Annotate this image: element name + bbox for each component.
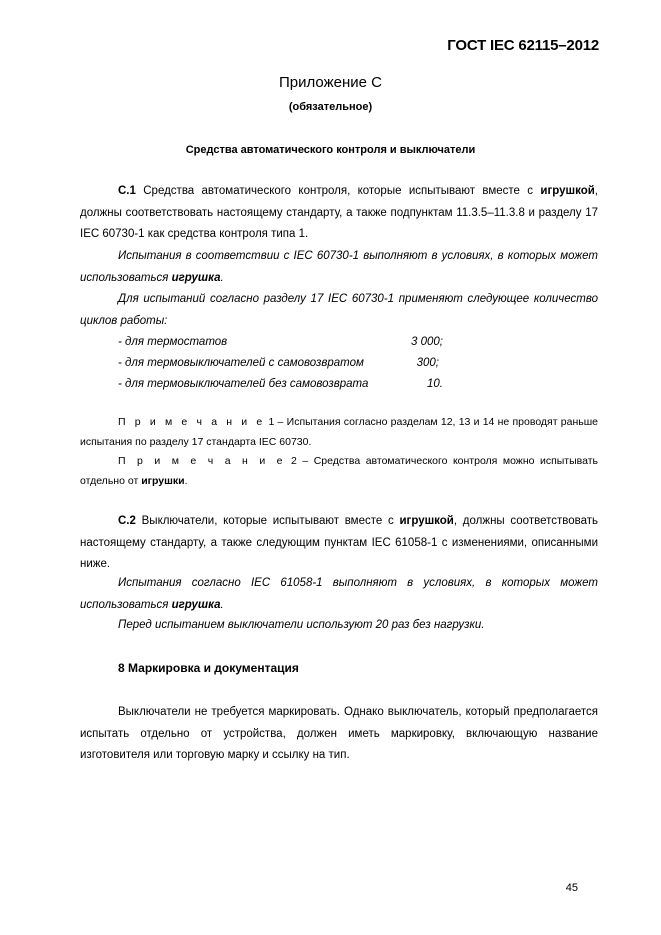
clause-number: С.1 [118,185,136,197]
defined-term: игрушка [171,271,221,284]
clause-c2-preconditioning: Перед испытанием выключатели используют 20 раз без нагрузки. [118,619,485,631]
clause-c1-paragraph [80,181,598,246]
clause-number: С.2 [118,515,136,527]
section-8-text: Выключатели не требуется маркировать. Однако выключатель, который предполагается испытать отдельно от устройства, должен иметь маркировку, включающую название изготовителя или торговую марку и ссылку на тип. [80,706,598,762]
cycle-label: - для термостатов [118,336,228,348]
appendix-title: Приложение С [279,74,382,91]
document-code: ГОСТ IEC 62115–2012 [447,37,599,54]
clause-c2-paragraph [80,511,598,576]
note-2 [80,452,598,491]
cycle-value: 10. [427,378,443,390]
defined-term: игрушки [141,474,185,487]
clause-c1-cycles-intro: Для испытаний согласно разделу 17 IEC 60730-1 применяют следующее количество циклов работы: [80,293,598,327]
note-1 [80,413,598,452]
clause-text: , должны соответствовать настоящему стандарту, а также подпунктам 11.3.5–11.3.8 и разделу 17 IEC 60730-1 как средства контроля типа 1. [80,185,598,241]
note-number: 1 – [265,416,287,428]
note-text: Испытания согласно разделам 12, 13 и 14 не проводят раньше испытания по разделу 17 стандарта IEC 60730. [80,416,598,448]
note-label: П р и м е ч а н и е [118,455,286,467]
clause-text: Средства автоматического контроля, которые испытывают вместе с [135,185,541,197]
defined-term: игрушка [171,598,221,611]
clause-text: . [220,598,224,611]
cycle-label: - для термовыключателей с самовозвратом [118,357,364,369]
section-8-heading: 8 Маркировка и документация [118,661,299,675]
page-number: 45 [565,882,578,894]
defined-term: игрушкой [540,185,595,197]
clause-text: Испытания в соответствии с IEC 60730-1 выполняют в условиях, в которых может использоваться [80,250,598,284]
note-text: Средства автоматического контроля можно испытывать отдельно от [80,455,599,487]
note-number: 2 – [285,455,314,467]
clause-c2-conditions [80,573,598,616]
note-label: П р и м е ч а н и е [118,416,266,428]
defined-term: игрушкой [399,515,454,527]
appendix-heading: Средства автоматического контроля и выключатели [185,144,476,156]
clause-text: Испытания согласно IEC 61058-1 выполняют в условиях, в которых может использоваться [80,577,598,611]
clause-c1-conditions [80,246,598,289]
cycle-label: - для термовыключателей без самовозврата [118,378,369,390]
clause-text: . [220,271,224,284]
clause-text: , должны соответствовать настоящему стандарту, а также следующим пунктам IEC 61058-1 с изменениями, описанными ниже. [80,515,598,571]
appendix-status: (обязательное) [288,101,373,113]
note-text: . [184,474,188,487]
clause-text: Выключатели, которые испытывают вместе с [135,515,400,527]
cycle-value: 3 000; [411,336,443,348]
cycle-value: 300; [416,357,439,369]
